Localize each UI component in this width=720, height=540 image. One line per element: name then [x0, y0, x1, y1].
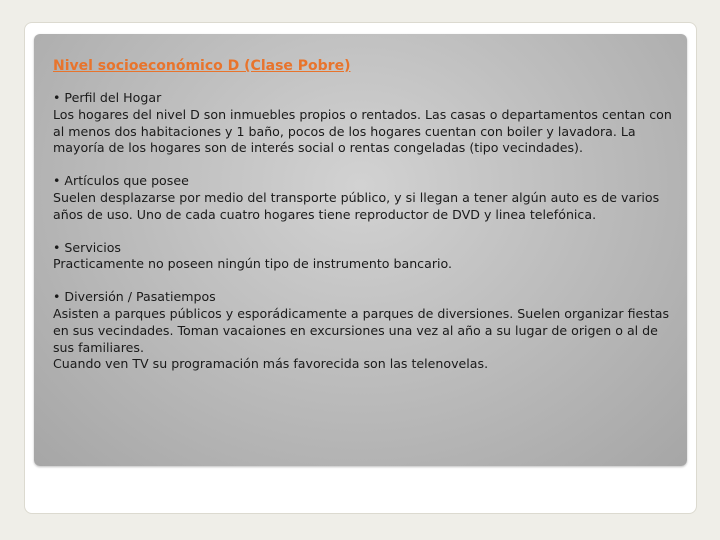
section-heading: • Diversión / Pasatiempos — [53, 289, 216, 305]
section-extra-line: Cuando ven TV su programación más favorecida son las telenovelas. — [53, 356, 489, 372]
section-heading: • Artículos que posee — [53, 173, 189, 189]
section-heading: • Perfil del Hogar — [53, 90, 162, 105]
slide-frame — [24, 22, 697, 514]
section-body: Los hogares del nivel D son inmuebles propios o rentados. Las casas o departamentos centan con al menos dos habitaciones y 1 baño, pocos de los hogares cuentan con boiler y lavadora. La mayoría de los hogares son de interés social o rentas congeladas (tipo vecindades). — [53, 106, 672, 156]
content-panel — [34, 34, 687, 466]
slide-text — [53, 56, 673, 389]
section-heading: • Servicios — [53, 239, 121, 255]
section-diversion — [53, 289, 673, 373]
section-body: Asisten a parques públicos y esporádicamente a parques de diversiones. Suelen organizar fiestas en sus vecindades. Toman vacaiones en excursiones una vez al año a su lugar de origen o al de sus familiares. — [53, 305, 670, 355]
section-body: Practicamente no poseen ningún tipo de instrumento bancario. — [53, 256, 452, 272]
slide-title: Nivel socioeconómico D (Clase Pobre) — [53, 58, 351, 74]
section-perfil-hogar — [53, 90, 673, 157]
section-articulos — [53, 173, 673, 223]
section-body: Suelen desplazarse por medio del transporte público, y si llegan a tener algún auto es de varios años de uso. Uno de cada cuatro hogares tiene reproductor de DVD y linea telefónica. — [53, 189, 660, 222]
section-servicios — [53, 240, 673, 274]
